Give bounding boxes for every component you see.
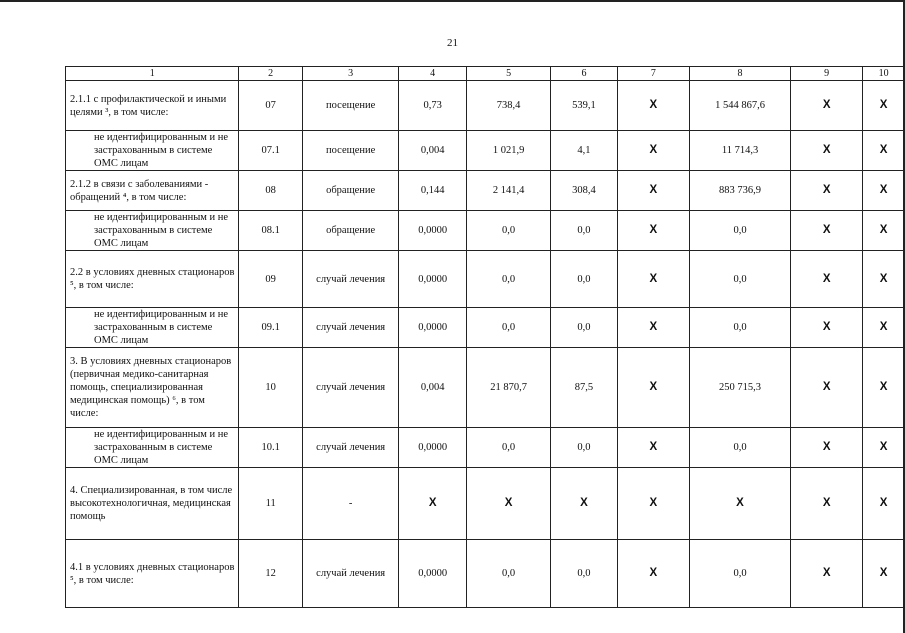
table-cell: 1 021,9 xyxy=(466,131,550,171)
table-cell: 09.1 xyxy=(239,308,302,348)
table-cell: X xyxy=(791,468,863,540)
column-header: 9 xyxy=(791,67,863,81)
table-cell: 09 xyxy=(239,251,302,308)
table-cell: X xyxy=(791,251,863,308)
table-cell: 0,0 xyxy=(466,428,550,468)
column-header: 6 xyxy=(551,67,618,81)
table-cell: X xyxy=(863,348,905,428)
column-header: 3 xyxy=(302,67,398,81)
table-cell: X xyxy=(863,468,905,540)
table-cell: 0,0 xyxy=(551,251,618,308)
table-cell: 0,0 xyxy=(551,308,618,348)
table-cell: X xyxy=(863,251,905,308)
table-cell: 0,0 xyxy=(551,540,618,608)
table-cell: 0,0 xyxy=(689,428,790,468)
table-cell: 12 xyxy=(239,540,302,608)
table-cell: X xyxy=(689,468,790,540)
table-cell: 0,0 xyxy=(466,251,550,308)
table-cell: X xyxy=(466,468,550,540)
table-cell: случай лечения xyxy=(302,428,398,468)
table-cell: X xyxy=(791,171,863,211)
row-label: 3. В условиях дневных стационаров (первичная медико-санитарная помощь, специализированная медицинская помощь) ⁶, в том числе: xyxy=(66,348,239,428)
table-cell: X xyxy=(617,171,689,211)
column-header: 2 xyxy=(239,67,302,81)
table-cell: 0,0 xyxy=(466,308,550,348)
table-cell: X xyxy=(791,81,863,131)
table-cell: X xyxy=(617,348,689,428)
table-cell: X xyxy=(791,348,863,428)
table-body xyxy=(66,67,905,608)
table-cell: X xyxy=(791,540,863,608)
row-label: 4. Специализированная, в том числе высокотехнологичная, медицинская помощь xyxy=(66,468,239,540)
table-cell: 0,0 xyxy=(551,211,618,251)
table-cell: X xyxy=(791,428,863,468)
table-cell: 21 870,7 xyxy=(466,348,550,428)
table-row xyxy=(66,540,905,608)
page-number: 21 xyxy=(447,37,458,49)
table-row xyxy=(66,131,905,171)
table-cell: 0,0 xyxy=(466,540,550,608)
table-cell: 0,0 xyxy=(551,428,618,468)
table-cell: 0,73 xyxy=(399,81,467,131)
table-row xyxy=(66,468,905,540)
table-cell: 1 544 867,6 xyxy=(689,81,790,131)
table-row xyxy=(66,428,905,468)
table-cell: X xyxy=(863,428,905,468)
table-cell: X xyxy=(617,468,689,540)
table-cell: обращение xyxy=(302,211,398,251)
table-cell: случай лечения xyxy=(302,540,398,608)
row-label: 4.1 в условиях дневных стационаров ⁵, в том числе: xyxy=(66,540,239,608)
table-cell: X xyxy=(551,468,618,540)
table-cell: 539,1 xyxy=(551,81,618,131)
table-cell: 0,0 xyxy=(689,308,790,348)
table-cell: 11 714,3 xyxy=(689,131,790,171)
table-cell: X xyxy=(617,131,689,171)
column-header: 1 xyxy=(66,67,239,81)
table-cell: обращение xyxy=(302,171,398,211)
table-cell: случай лечения xyxy=(302,308,398,348)
table-cell: 87,5 xyxy=(551,348,618,428)
table-cell: X xyxy=(399,468,467,540)
table-cell: X xyxy=(863,81,905,131)
table-cell: X xyxy=(791,211,863,251)
row-label: не идентифицированным и не застрахованным в системе ОМС лицам xyxy=(66,308,239,348)
table-cell: 0,0000 xyxy=(399,540,467,608)
table-cell: X xyxy=(617,251,689,308)
table-cell: - xyxy=(302,468,398,540)
table-cell: 0,0000 xyxy=(399,211,467,251)
table-cell: 0,0 xyxy=(689,540,790,608)
table-cell: X xyxy=(617,308,689,348)
table-cell: 07.1 xyxy=(239,131,302,171)
table-cell: 08 xyxy=(239,171,302,211)
data-table xyxy=(65,66,905,608)
table-cell: посещение xyxy=(302,81,398,131)
table-row xyxy=(66,251,905,308)
column-header: 4 xyxy=(399,67,467,81)
table-row xyxy=(66,211,905,251)
table-cell: 883 736,9 xyxy=(689,171,790,211)
table-row xyxy=(66,348,905,428)
table-cell: X xyxy=(617,540,689,608)
table-cell: случай лечения xyxy=(302,251,398,308)
table-cell: X xyxy=(863,211,905,251)
table-cell: 0,0 xyxy=(689,211,790,251)
table-cell: 0,144 xyxy=(399,171,467,211)
row-label: 2.2 в условиях дневных стационаров ⁵, в том числе: xyxy=(66,251,239,308)
table-cell: 4,1 xyxy=(551,131,618,171)
table-cell: 0,0000 xyxy=(399,251,467,308)
table-cell: 0,0 xyxy=(689,251,790,308)
table-cell: 0,0000 xyxy=(399,428,467,468)
table-row xyxy=(66,171,905,211)
row-label: 2.1.2 в связи с заболеваниями - обращений ⁴, в том числе: xyxy=(66,171,239,211)
table-cell: 10 xyxy=(239,348,302,428)
table-header-row xyxy=(66,67,905,81)
table-cell: X xyxy=(617,211,689,251)
table-cell: X xyxy=(791,131,863,171)
table-cell: 11 xyxy=(239,468,302,540)
table-cell: X xyxy=(863,540,905,608)
table-cell: X xyxy=(863,131,905,171)
column-header: 8 xyxy=(689,67,790,81)
row-label: 2.1.1 с профилактической и иными целями ³, в том числе: xyxy=(66,81,239,131)
row-label: не идентифицированным и не застрахованным в системе ОМС лицам xyxy=(66,131,239,171)
table-cell: X xyxy=(791,308,863,348)
column-header: 7 xyxy=(617,67,689,81)
column-header: 10 xyxy=(863,67,905,81)
table-cell: X xyxy=(863,171,905,211)
table-cell: 07 xyxy=(239,81,302,131)
table-row xyxy=(66,81,905,131)
page-edge xyxy=(0,0,905,2)
table-cell: 250 715,3 xyxy=(689,348,790,428)
table-cell: 0,004 xyxy=(399,131,467,171)
table-cell: 08.1 xyxy=(239,211,302,251)
table-row xyxy=(66,308,905,348)
table-cell: 738,4 xyxy=(466,81,550,131)
table-cell: X xyxy=(863,308,905,348)
row-label: не идентифицированным и не застрахованным в системе ОМС лицам xyxy=(66,211,239,251)
row-label: не идентифицированным и не застрахованным в системе ОМС лицам xyxy=(66,428,239,468)
table-cell: X xyxy=(617,81,689,131)
table-cell: 10.1 xyxy=(239,428,302,468)
table-cell: 0,004 xyxy=(399,348,467,428)
table-cell: посещение xyxy=(302,131,398,171)
table-cell: 308,4 xyxy=(551,171,618,211)
table-cell: случай лечения xyxy=(302,348,398,428)
table-cell: 0,0000 xyxy=(399,308,467,348)
column-header: 5 xyxy=(466,67,550,81)
table-cell: X xyxy=(617,428,689,468)
table-cell: 2 141,4 xyxy=(466,171,550,211)
table-cell: 0,0 xyxy=(466,211,550,251)
